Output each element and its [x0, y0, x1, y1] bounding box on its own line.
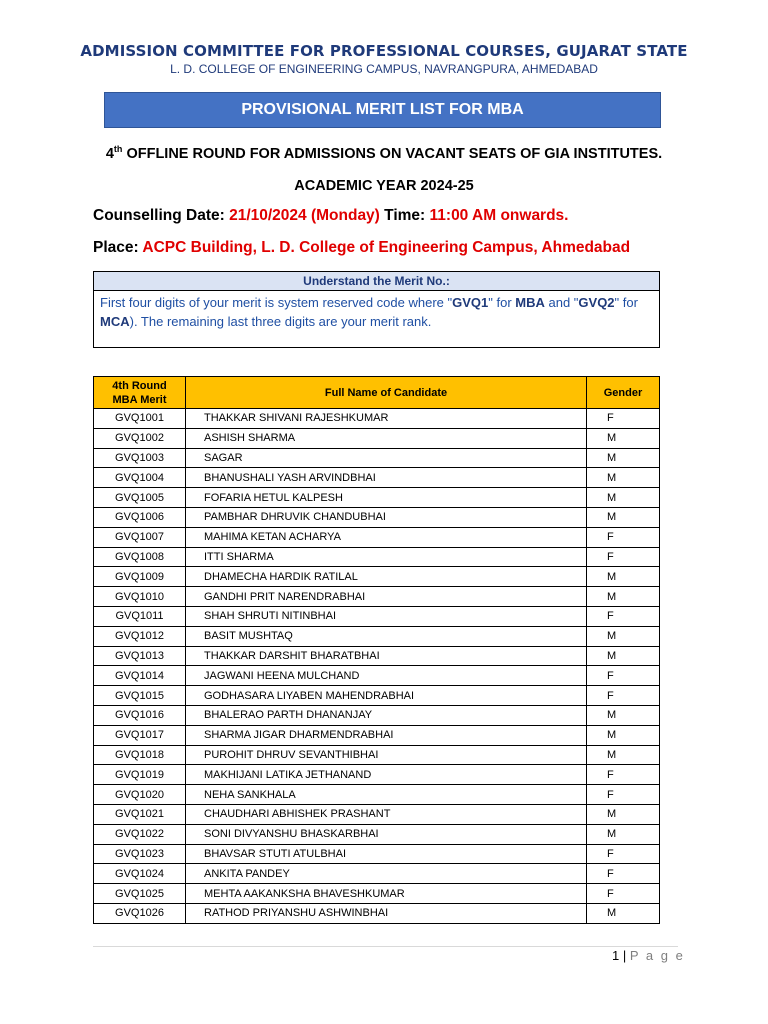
table-row [94, 547, 660, 567]
merit-prog-2: MCA [100, 314, 130, 329]
candidate-name-cell: SHAH SHRUTI NITINBHAI [186, 606, 587, 626]
merit-text-3: and " [544, 295, 579, 310]
merit-no-cell: GVQ1014 [94, 666, 186, 686]
gender-cell: M [587, 646, 660, 666]
page-sep: | [619, 948, 630, 963]
merit-no-cell: GVQ1005 [94, 488, 186, 508]
col-name-header: Full Name of Candidate [186, 377, 587, 409]
table-row [94, 804, 660, 824]
gender-cell: M [587, 745, 660, 765]
merit-no-cell: GVQ1016 [94, 705, 186, 725]
gender-cell: F [587, 606, 660, 626]
candidate-name-cell: BHANUSHALI YASH ARVINDBHAI [186, 468, 587, 488]
gender-cell: F [587, 785, 660, 805]
page-label: P a g e [629, 948, 685, 963]
candidate-name-cell: SAGAR [186, 448, 587, 468]
table-row [94, 488, 660, 508]
merit-no-cell: GVQ1020 [94, 785, 186, 805]
table-row [94, 686, 660, 706]
table-row [94, 666, 660, 686]
candidate-name-cell: ITTI SHARMA [186, 547, 587, 567]
place-label: Place: [93, 239, 143, 256]
place-line [93, 239, 630, 257]
table-row [94, 646, 660, 666]
merit-code-1: GVQ1 [452, 295, 489, 310]
col-gender-header: Gender [587, 377, 660, 409]
merit-no-cell: GVQ1018 [94, 745, 186, 765]
merit-info-text [94, 291, 659, 333]
table-row [94, 468, 660, 488]
table-row [94, 844, 660, 864]
place-value: ACPC Building, L. D. College of Engineering Campus, Ahmedabad [142, 239, 631, 256]
org-address: L. D. COLLEGE OF ENGINEERING CAMPUS, NAVRANGPURA, AHMEDABAD [170, 62, 598, 76]
merit-text-2: " for [488, 295, 516, 310]
col-merit-header-line1: 4th Round [112, 379, 167, 392]
table-row [94, 745, 660, 765]
table-row [94, 527, 660, 547]
round-sup: th [113, 144, 123, 154]
round-text: OFFLINE ROUND FOR ADMISSIONS ON VACANT SEATS OF GIA INSTITUTES. [122, 145, 663, 162]
table-row [94, 587, 660, 607]
merit-no-cell: GVQ1022 [94, 824, 186, 844]
candidate-name-cell: BHALERAO PARTH DHANANJAY [186, 705, 587, 725]
merit-prog-1: MBA [515, 295, 545, 310]
merit-no-cell: GVQ1003 [94, 448, 186, 468]
merit-no-cell: GVQ1024 [94, 864, 186, 884]
candidate-name-cell: GODHASARA LIYABEN MAHENDRABHAI [186, 686, 587, 706]
candidate-name-cell: SHARMA JIGAR DHARMENDRABHAI [186, 725, 587, 745]
merit-no-cell: GVQ1007 [94, 527, 186, 547]
round-heading [0, 144, 768, 162]
candidate-name-cell: DHAMECHA HARDIK RATILAL [186, 567, 587, 587]
col-merit-header [94, 377, 186, 409]
table-row [94, 567, 660, 587]
table-row [94, 725, 660, 745]
col-merit-header-line2: MBA Merit [112, 393, 167, 406]
gender-cell: F [587, 686, 660, 706]
gender-cell: F [587, 666, 660, 686]
table-row [94, 785, 660, 805]
table-row [94, 765, 660, 785]
merit-text-5: ). The remaining last three digits are your merit rank. [129, 314, 432, 329]
candidate-name-cell: JAGWANI HEENA MULCHAND [186, 666, 587, 686]
merit-no-cell: GVQ1021 [94, 804, 186, 824]
merit-code-2: GVQ2 [578, 295, 615, 310]
candidate-name-cell: NEHA SANKHALA [186, 785, 587, 805]
candidate-name-cell: FOFARIA HETUL KALPESH [186, 488, 587, 508]
counselling-line [93, 207, 569, 225]
candidate-name-cell: GANDHI PRIT NARENDRABHAI [186, 587, 587, 607]
counselling-time-label: Time: [379, 207, 430, 224]
merit-no-cell: GVQ1011 [94, 606, 186, 626]
merit-list-banner [104, 92, 661, 128]
candidate-name-cell: THAKKAR SHIVANI RAJESHKUMAR [186, 409, 587, 429]
candidate-name-cell: PUROHIT DHRUV SEVANTHIBHAI [186, 745, 587, 765]
gender-cell: M [587, 587, 660, 607]
table-row [94, 626, 660, 646]
gender-cell: M [587, 824, 660, 844]
banner-text: PROVISIONAL MERIT LIST FOR MBA [241, 101, 524, 118]
candidate-name-cell: BHAVSAR STUTI ATULBHAI [186, 844, 587, 864]
candidate-name-cell: MAKHIJANI LATIKA JETHANAND [186, 765, 587, 785]
merit-no-cell: GVQ1002 [94, 428, 186, 448]
gender-cell: F [587, 765, 660, 785]
merit-table [93, 376, 660, 924]
table-row [94, 448, 660, 468]
page-num: 1 [612, 948, 620, 963]
candidate-name-cell: BASIT MUSHTAQ [186, 626, 587, 646]
candidate-name-cell: RATHOD PRIYANSHU ASHWINBHAI [186, 903, 587, 923]
candidate-name-cell: MEHTA AAKANKSHA BHAVESHKUMAR [186, 884, 587, 904]
gender-cell: M [587, 488, 660, 508]
merit-no-cell: GVQ1004 [94, 468, 186, 488]
gender-cell: F [587, 864, 660, 884]
table-row [94, 884, 660, 904]
gender-cell: M [587, 626, 660, 646]
gender-cell: M [587, 725, 660, 745]
page-number [612, 948, 685, 963]
merit-info-box [93, 271, 660, 348]
table-row [94, 705, 660, 725]
gender-cell: M [587, 507, 660, 527]
gender-cell: F [587, 527, 660, 547]
gender-cell: M [587, 468, 660, 488]
merit-no-cell: GVQ1009 [94, 567, 186, 587]
candidate-name-cell: ANKITA PANDEY [186, 864, 587, 884]
gender-cell: M [587, 804, 660, 824]
merit-info-title: Understand the Merit No.: [94, 272, 659, 291]
merit-no-cell: GVQ1001 [94, 409, 186, 429]
footer-divider [93, 946, 678, 947]
merit-no-cell: GVQ1026 [94, 903, 186, 923]
merit-text-1: First four digits of your merit is system reserved code where " [100, 295, 453, 310]
merit-no-cell: GVQ1025 [94, 884, 186, 904]
table-row [94, 507, 660, 527]
candidate-name-cell: MAHIMA KETAN ACHARYA [186, 527, 587, 547]
gender-cell: M [587, 567, 660, 587]
round-num: 4 [105, 145, 114, 162]
candidate-name-cell: CHAUDHARI ABHISHEK PRASHANT [186, 804, 587, 824]
table-row [94, 606, 660, 626]
merit-no-cell: GVQ1015 [94, 686, 186, 706]
gender-cell: M [587, 903, 660, 923]
table-row [94, 903, 660, 923]
candidate-name-cell: SONI DIVYANSHU BHASKARBHAI [186, 824, 587, 844]
table-header-row [94, 377, 660, 409]
merit-no-cell: GVQ1019 [94, 765, 186, 785]
merit-no-cell: GVQ1013 [94, 646, 186, 666]
merit-no-cell: GVQ1012 [94, 626, 186, 646]
merit-no-cell: GVQ1008 [94, 547, 186, 567]
table-row [94, 824, 660, 844]
candidate-name-cell: THAKKAR DARSHIT BHARATBHAI [186, 646, 587, 666]
merit-no-cell: GVQ1010 [94, 587, 186, 607]
merit-no-cell: GVQ1023 [94, 844, 186, 864]
table-row [94, 428, 660, 448]
gender-cell: F [587, 844, 660, 864]
counselling-date: 21/10/2024 (Monday) [229, 207, 380, 224]
academic-year: ACADEMIC YEAR 2024-25 [294, 178, 474, 194]
counselling-date-label: Counselling Date: [93, 207, 230, 224]
table-row [94, 864, 660, 884]
org-title: ADMISSION COMMITTEE FOR PROFESSIONAL COURSES, GUJARAT STATE [80, 42, 688, 60]
gender-cell: M [587, 428, 660, 448]
candidate-name-cell: ASHISH SHARMA [186, 428, 587, 448]
merit-no-cell: GVQ1006 [94, 507, 186, 527]
merit-text-4: " for [614, 295, 638, 310]
gender-cell: F [587, 409, 660, 429]
candidate-name-cell: PAMBHAR DHRUVIK CHANDUBHAI [186, 507, 587, 527]
gender-cell: F [587, 884, 660, 904]
merit-no-cell: GVQ1017 [94, 725, 186, 745]
counselling-time: 11:00 AM onwards. [429, 207, 569, 224]
gender-cell: M [587, 705, 660, 725]
gender-cell: F [587, 547, 660, 567]
gender-cell: M [587, 448, 660, 468]
table-row [94, 409, 660, 429]
